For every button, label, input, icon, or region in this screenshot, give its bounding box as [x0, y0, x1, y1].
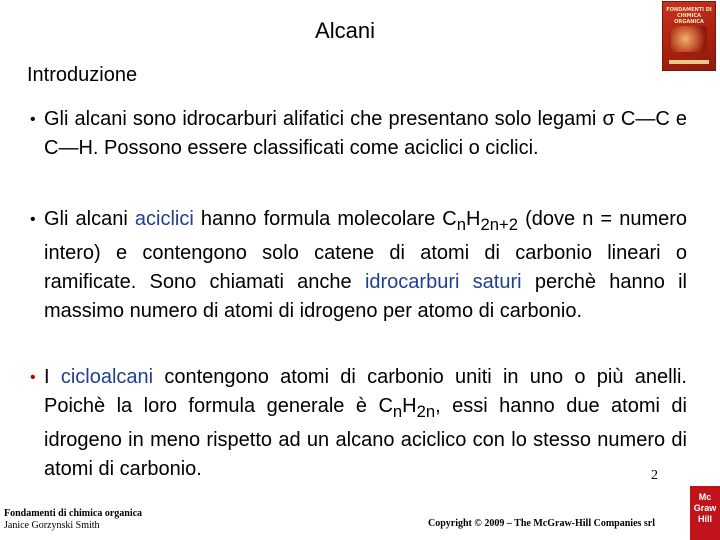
term-cicloalcani: cicloalcani [60, 366, 154, 388]
mcgraw-hill-logo: Mc Graw Hill [690, 486, 720, 540]
cover-bar [669, 60, 709, 64]
cover-art [671, 26, 707, 52]
bullet-2 [30, 205, 687, 326]
bullet-1 [30, 105, 687, 163]
bullet-3 [30, 363, 687, 484]
bullet-2-text: Gli alcani aciclici hanno formula molecolare $C_nH_{2n+2}$ (dove n = numero intero) e contengono solo catene di atomi di carbonio lineari o ramificate. Sono chiamati anche idrocarburi saturi perchè hanno il massimo numero di atomi di idrogeno per atomo di carbonio. [44, 208, 688, 322]
bullet-dot-icon: • [30, 111, 36, 128]
term-idrocarburi-saturi: idrocarburi saturi [364, 271, 522, 293]
bullet-1-text: Gli alcani sono idrocarburi alifatici che presentano solo legami σ C—C e C—H. Possono essere classificati come aciclici o ciclici. [44, 108, 687, 159]
section-heading: Introduzione [27, 64, 138, 86]
term-aciclici: aciclici [134, 208, 194, 230]
footer-book-info [4, 508, 142, 532]
book-cover-image [663, 2, 715, 70]
slide-title: Alcani [315, 18, 375, 43]
footer-book-title: Fondamenti di chimica organica [4, 508, 143, 519]
bullet-dot-icon: • [30, 369, 36, 386]
cover-title: FONDAMENTI DI CHIMICA ORGANICA [666, 7, 712, 25]
footer-author: Janice Gorzynski Smith [4, 520, 100, 531]
footer-copyright: Copyright © 2009 – The McGraw-Hill Companies srl [428, 518, 656, 529]
bullet-dot-icon: • [30, 211, 36, 228]
bullet-3-text: I cicloalcani contengono atomi di carbonio uniti in uno o più anelli. Poichè la loro formula generale è $C_nH_{2n}$, essi hanno due atomi di idrogeno in meno rispetto ad un alcano aciclico con lo stesso numero di atomi di carbonio. [44, 366, 687, 480]
page-number: 2 [651, 468, 658, 483]
